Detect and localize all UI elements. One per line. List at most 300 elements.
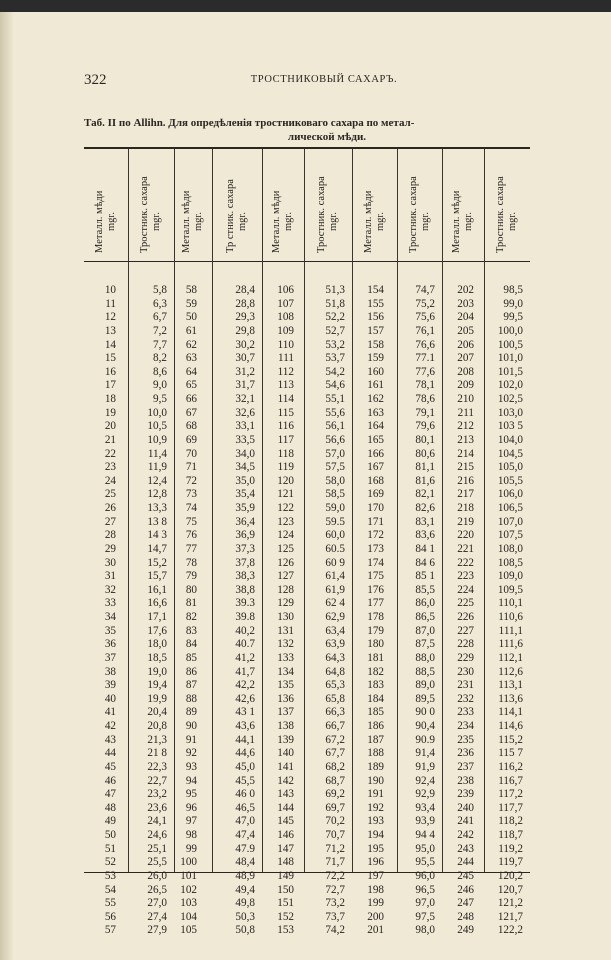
table-cell: 129 [277, 597, 294, 610]
table-cell: 63,9 [325, 638, 345, 651]
table-cell: 135 [277, 679, 294, 692]
table-cell: 75 [185, 515, 197, 528]
table-cell: 24,6 [147, 829, 167, 841]
table-cell: 214 [457, 447, 474, 460]
table-cell: 142 [277, 774, 294, 787]
table-cell: 85,5 [415, 583, 435, 596]
table-cell: 55,1 [325, 393, 345, 405]
table-cell: 81,6 [415, 474, 435, 487]
table-cell: 85 1 [415, 570, 435, 583]
table-cell: 38,8 [235, 583, 255, 596]
table-cell: 189 [367, 760, 384, 773]
table-cell: 59.5 [325, 515, 345, 528]
column-header-line: Тростник. сахара [495, 176, 506, 253]
table-cell: 120 [277, 474, 294, 487]
table-cell: 30 [104, 556, 116, 569]
table-cell: 21,3 [147, 733, 167, 746]
table-cell: 110,6 [498, 611, 523, 623]
table-cell: 16,6 [147, 597, 167, 610]
table-cell: 55 [104, 897, 116, 910]
table-cell: 108,0 [497, 542, 523, 555]
table-cell: 98,0 [415, 924, 435, 937]
table-cell: 119,7 [498, 856, 523, 869]
table-cell: 108 [277, 311, 294, 324]
table-cell: 99 [185, 842, 197, 855]
table-cell: 115 7 [498, 747, 523, 760]
table-cell: 84 1 [415, 542, 435, 555]
table-cell: 209 [457, 379, 474, 392]
table-cell: 104 [180, 910, 197, 923]
table-cell: 41 [104, 706, 116, 719]
table-cell: 108,5 [497, 556, 523, 569]
table-cell: 158 [367, 338, 384, 351]
table-cell: 219 [457, 515, 474, 528]
table-cell: 199 [367, 897, 384, 910]
table-cell: 105 [180, 924, 197, 937]
table-cell: 208 [457, 365, 474, 378]
column-header [484, 149, 530, 261]
table-cell: 64,3 [325, 651, 345, 664]
table-cell: 94 4 [415, 829, 435, 841]
table-cell: 170 [367, 502, 384, 514]
table-cell: 82,1 [415, 488, 435, 501]
column-header-line: Тростник. сахара [407, 176, 419, 253]
table-cell: 69 [185, 433, 197, 446]
table-cell: 33 [104, 597, 116, 610]
table-cell: 88,5 [415, 665, 435, 678]
table-cell: 31,7 [235, 379, 255, 392]
table-cell: 50,3 [235, 910, 255, 923]
column-header [352, 149, 397, 261]
table-cell: 23 [104, 461, 116, 474]
table-cell: 10,5 [147, 420, 167, 433]
table-cell: 85 [185, 651, 197, 664]
table-cell: 76,1 [415, 324, 435, 337]
table-cell: 51 [104, 842, 116, 855]
column-header-line: mgr. [328, 212, 339, 231]
column-header [397, 149, 442, 261]
table-cell: 187 [367, 733, 384, 746]
table-cell: 46,5 [235, 801, 255, 814]
table-cell: 36 [104, 638, 116, 651]
table-cell: 196 [367, 856, 384, 869]
table-cell: 6,7 [153, 311, 167, 324]
table-cell: 48,9 [235, 869, 255, 882]
table-cell: 213 [457, 433, 474, 446]
table-cell: 35 [104, 624, 116, 637]
table-cell: 5,8 [153, 284, 167, 296]
table-cell: 73 [185, 488, 197, 501]
table-cell: 16,1 [147, 583, 167, 596]
table-cell: 155 [367, 297, 384, 310]
table-cell: 81 [185, 597, 197, 610]
table-cell: 46 [104, 774, 116, 787]
table-cell: 67,7 [325, 747, 345, 760]
table-cell: 76 [185, 529, 197, 542]
table-cell: 182 [367, 665, 384, 678]
table-cell: 61,9 [325, 583, 345, 596]
table-cell: 72 [185, 474, 197, 487]
table-cell: 181 [367, 651, 384, 664]
page-number: 322 [84, 72, 107, 88]
table-cell: 166 [367, 447, 384, 460]
table-cell: 17 [104, 379, 116, 392]
table-cell: 235 [457, 733, 474, 746]
table-cell: 41,2 [235, 651, 255, 664]
column-header-line: mgr. [283, 212, 294, 231]
table-cell: 27,0 [147, 897, 167, 910]
page-header [84, 72, 530, 92]
table-cell: 37,8 [235, 556, 255, 569]
column-header [262, 149, 304, 261]
table-cell: 80 [185, 583, 197, 596]
cane-sugar-mg-column [128, 149, 174, 937]
table-cell: 68 [185, 420, 197, 433]
table-cell: 101,5 [497, 365, 523, 378]
table-cell: 109 [277, 324, 294, 337]
table-cell: 44 [104, 747, 116, 760]
table-cell: 120,7 [497, 883, 523, 896]
table-cell: 220 [457, 529, 474, 542]
table-cell: 30,2 [235, 338, 255, 351]
table-cell: 152 [277, 910, 294, 923]
table-cell: 79,1 [415, 406, 435, 419]
column-header-line: Тр стник. сахара [225, 179, 236, 253]
table-cell: 94 [185, 774, 197, 787]
table-cell: 47,4 [235, 829, 255, 841]
table-cell: 25 [104, 488, 116, 501]
table-caption-line-1: Таб. II по Allihn. Для опредѣленія тростниковаго сахара по метал- [84, 117, 415, 129]
table-cell: 34,0 [235, 447, 255, 460]
table-cell: 110 [277, 338, 294, 351]
table-cell: 70,2 [325, 815, 345, 828]
table-cell: 218 [457, 502, 474, 514]
table-cell: 176 [367, 583, 384, 596]
copper-mg-column [84, 149, 128, 937]
table-cell: 91,4 [415, 747, 435, 760]
table-cell: 141 [277, 760, 294, 773]
table-cell: 22,7 [147, 774, 167, 787]
table-cell: 55,6 [325, 406, 345, 419]
table-cell: 31,2 [235, 365, 255, 378]
table-cell: 102 [180, 883, 197, 896]
table-cell: 217 [457, 488, 474, 501]
table-cell: 43 [104, 733, 116, 746]
table-cell: 14 [104, 338, 116, 351]
table-cell: 26 [104, 502, 116, 514]
table-cell: 16 [104, 365, 116, 378]
table-cell: 11 [105, 297, 116, 310]
table-cell: 10,0 [147, 406, 167, 419]
table-cell: 66,3 [325, 706, 345, 719]
table-cell: 140 [277, 747, 294, 760]
table-cell: 77.1 [415, 352, 435, 365]
copper-mg-column [174, 149, 212, 937]
table-cell: 89,5 [415, 692, 435, 705]
table-cell: 99,5 [503, 311, 523, 324]
table-cell: 165 [367, 433, 384, 446]
table-cell: 104,0 [497, 433, 523, 446]
column-header-line: Металл. мѣди [362, 190, 374, 253]
table-cell: 88 [185, 692, 197, 705]
table-cell: 61 [185, 324, 197, 337]
table-cell: 162 [367, 393, 384, 405]
column-header-line: Металл. мѣди [271, 190, 282, 253]
table-cell: 45,0 [235, 760, 255, 773]
table-cell: 23,2 [147, 788, 167, 801]
table-cell: 27,9 [147, 924, 167, 937]
table-cell: 93,9 [415, 815, 435, 828]
table-cell: 54,6 [325, 379, 345, 392]
table-cell: 179 [367, 624, 384, 637]
running-head: ТРОСТНИКОВЫЙ САХАРЪ. [250, 74, 398, 85]
table-cell: 14,7 [147, 542, 167, 555]
table-cell: 224 [457, 583, 474, 596]
table-cell: 197 [367, 869, 384, 882]
table-cell: 26,5 [147, 883, 167, 896]
table-cell: 48,4 [235, 856, 255, 869]
table-cell: 114,6 [498, 720, 523, 732]
column-header-line: mgr. [237, 212, 248, 231]
table-cell: 247 [457, 897, 474, 910]
table-cell: 90 [185, 720, 197, 732]
column-header-line: Тростник. сахара [316, 176, 327, 253]
table-cell: 96 [185, 801, 197, 814]
table-cell: 118,2 [498, 815, 523, 828]
table-cell: 234 [457, 720, 474, 732]
table-cell: 194 [367, 829, 384, 841]
table-cell: 146 [277, 829, 294, 841]
table-cell: 56 [104, 910, 116, 923]
table-cell: 24 [104, 474, 116, 487]
table-cell: 113,1 [498, 679, 523, 692]
table-cell: 175 [367, 570, 384, 583]
table-cell: 215 [457, 461, 474, 474]
table-cell: 82 [185, 611, 197, 623]
table-cell: 38,3 [235, 570, 255, 583]
table-cell: 88,0 [415, 651, 435, 664]
table-cell: 81,1 [415, 461, 435, 474]
table-cell: 25,5 [147, 856, 167, 869]
table-cell: 232 [457, 692, 474, 705]
table-cell: 95,0 [415, 842, 435, 855]
column-header [128, 149, 174, 261]
table-cell: 122 [277, 502, 294, 514]
table-cell: 18,5 [147, 651, 167, 664]
table-cell: 10 [104, 284, 116, 296]
table-cell: 47,0 [235, 815, 255, 828]
table-cell: 211 [457, 406, 474, 419]
table-cell: 26,0 [147, 869, 167, 882]
table-cell: 74 [185, 502, 197, 514]
table-cell: 130 [277, 611, 294, 623]
column-header-line: Металл. мѣди [451, 190, 462, 253]
table-cell: 248 [457, 910, 474, 923]
table-cell: 53,2 [325, 338, 345, 351]
table-cell: 43 1 [235, 706, 255, 719]
table-cell: 72,2 [325, 869, 345, 882]
cane-sugar-mg-column [397, 149, 442, 937]
table-cell: 109,5 [497, 583, 523, 596]
table-cell: 103 5 [497, 420, 523, 433]
table-cell: 65,8 [325, 692, 345, 705]
table-cell: 52,7 [325, 324, 345, 337]
table-cell: 161 [367, 379, 384, 392]
table-cell: 76,6 [415, 338, 435, 351]
table-cell: 52 [104, 856, 116, 869]
table-cell: 50 [185, 311, 197, 324]
table-cell: 91,9 [415, 760, 435, 773]
table-cell: 60,0 [325, 529, 345, 542]
table-cell: 89 [185, 706, 197, 719]
table-cell: 229 [457, 651, 474, 664]
table-cell: 116 [277, 420, 294, 433]
cane-sugar-mg-column [484, 149, 530, 937]
table-cell: 180 [367, 638, 384, 651]
table-cell: 132 [277, 638, 294, 651]
table-cell: 70,7 [325, 829, 345, 841]
table-cell: 35,4 [235, 488, 255, 501]
table-cell: 18 [104, 393, 116, 405]
table-cell: 53 [104, 869, 116, 882]
table-cell: 80,1 [415, 433, 435, 446]
table-cell: 67,2 [325, 733, 345, 746]
table-cell: 36,9 [235, 529, 255, 542]
column-header-line: mgr. [151, 212, 162, 231]
table-cell: 127 [277, 570, 294, 583]
table-cell: 171 [367, 515, 384, 528]
table-cell: 60 9 [325, 556, 345, 569]
table-cell: 75,6 [415, 311, 435, 324]
table-cell: 89,0 [415, 679, 435, 692]
table-cell: 236 [457, 747, 474, 760]
table-cell: 204 [457, 311, 474, 324]
table-cell: 84 6 [415, 556, 435, 569]
table-cell: 98 [185, 829, 197, 841]
table-cell: 24,1 [147, 815, 167, 828]
table-cell: 117,2 [498, 788, 523, 801]
table-cell: 227 [457, 624, 474, 637]
table-cell: 243 [457, 842, 474, 855]
table-cell: 128 [277, 583, 294, 596]
table-cell: 49,4 [235, 883, 255, 896]
table-cell: 10,9 [147, 433, 167, 446]
table-cell: 100,0 [497, 324, 523, 337]
table-cell: 149 [277, 869, 294, 882]
table-cell: 123 [277, 515, 294, 528]
table-cell: 71,7 [325, 856, 345, 869]
column-header [442, 149, 484, 261]
table-cell: 134 [277, 665, 294, 678]
table-cell: 210 [457, 393, 474, 405]
table-cell: 131 [277, 624, 294, 637]
table-cell: 160 [367, 365, 384, 378]
table-cell: 60.5 [325, 542, 345, 555]
table-cell: 112,1 [498, 651, 523, 664]
table-cell: 144 [277, 801, 294, 814]
table-cell: 53,7 [325, 352, 345, 365]
table-cell: 17,1 [147, 611, 167, 623]
table-cell: 59,0 [325, 502, 345, 514]
table-cell: 101,0 [497, 352, 523, 365]
table-cell: 86,5 [415, 611, 435, 623]
table-cell: 203 [457, 297, 474, 310]
table-cell: 86,0 [415, 597, 435, 610]
table-cell: 61,4 [325, 570, 345, 583]
table-caption [84, 116, 530, 144]
table-cell: 62,9 [325, 611, 345, 623]
table-cell: 238 [457, 774, 474, 787]
table-cell: 78 [185, 556, 197, 569]
table-cell: 111 [278, 352, 294, 365]
table-cell: 35,0 [235, 474, 255, 487]
table-cell: 80,6 [415, 447, 435, 460]
table-cell: 63 [185, 352, 197, 365]
table-cell: 115 [277, 406, 294, 419]
table-cell: 41,7 [235, 665, 255, 678]
table-cell: 45,5 [235, 774, 255, 787]
table-cell: 52,2 [325, 311, 345, 324]
table-cell: 48 [104, 801, 116, 814]
table-cell: 58 [185, 284, 197, 296]
table-cell: 90,4 [415, 720, 435, 732]
table-cell: 65 [185, 379, 197, 392]
column-header-line: Тростник. сахара [139, 176, 150, 253]
table-cell: 43,6 [235, 720, 255, 732]
table-cell: 242 [457, 829, 474, 841]
cane-sugar-mg-column [212, 149, 262, 937]
table-cell: 109,0 [497, 570, 523, 583]
table-cell: 11,4 [147, 447, 167, 460]
table-cell: 191 [367, 788, 384, 801]
table-cell: 249 [457, 924, 474, 937]
table-cell: 121 [277, 488, 294, 501]
table-cell: 156 [367, 311, 384, 324]
table-cell: 18,0 [147, 638, 167, 651]
table-cell: 193 [367, 815, 384, 828]
table-cell: 47.9 [235, 842, 255, 855]
table-cell: 13 8 [147, 515, 167, 528]
table-cell: 113,6 [498, 692, 523, 705]
table-cell: 50,8 [235, 924, 255, 937]
table-cell: 73,7 [325, 910, 345, 923]
table-cell: 95 [185, 788, 197, 801]
table-cell: 22,3 [147, 760, 167, 773]
conversion-table [84, 147, 530, 937]
table-cell: 118 [277, 447, 294, 460]
table-cell: 185 [367, 706, 384, 719]
table-cell: 32,1 [235, 393, 255, 405]
table-cell: 111,6 [498, 638, 523, 651]
table-cell: 87 [185, 679, 197, 692]
table-cell: 29,8 [235, 324, 255, 337]
table-cell: 139 [277, 733, 294, 746]
table-cell: 188 [367, 747, 384, 760]
table-cell: 54,2 [325, 365, 345, 378]
table-cell: 9,5 [153, 393, 167, 405]
table-cell: 101 [180, 869, 197, 882]
table-cell: 138 [277, 720, 294, 732]
column-header-line: mgr. [106, 212, 117, 231]
table-cell: 21 8 [147, 747, 167, 760]
table-cell: 77 [185, 542, 197, 555]
table-cell: 233 [457, 706, 474, 719]
table-cell: 107,0 [497, 515, 523, 528]
table-cell: 154 [367, 284, 384, 296]
table-cell: 69,7 [325, 801, 345, 814]
table-cell: 12,8 [147, 488, 167, 501]
table-cell: 122,2 [497, 924, 523, 937]
